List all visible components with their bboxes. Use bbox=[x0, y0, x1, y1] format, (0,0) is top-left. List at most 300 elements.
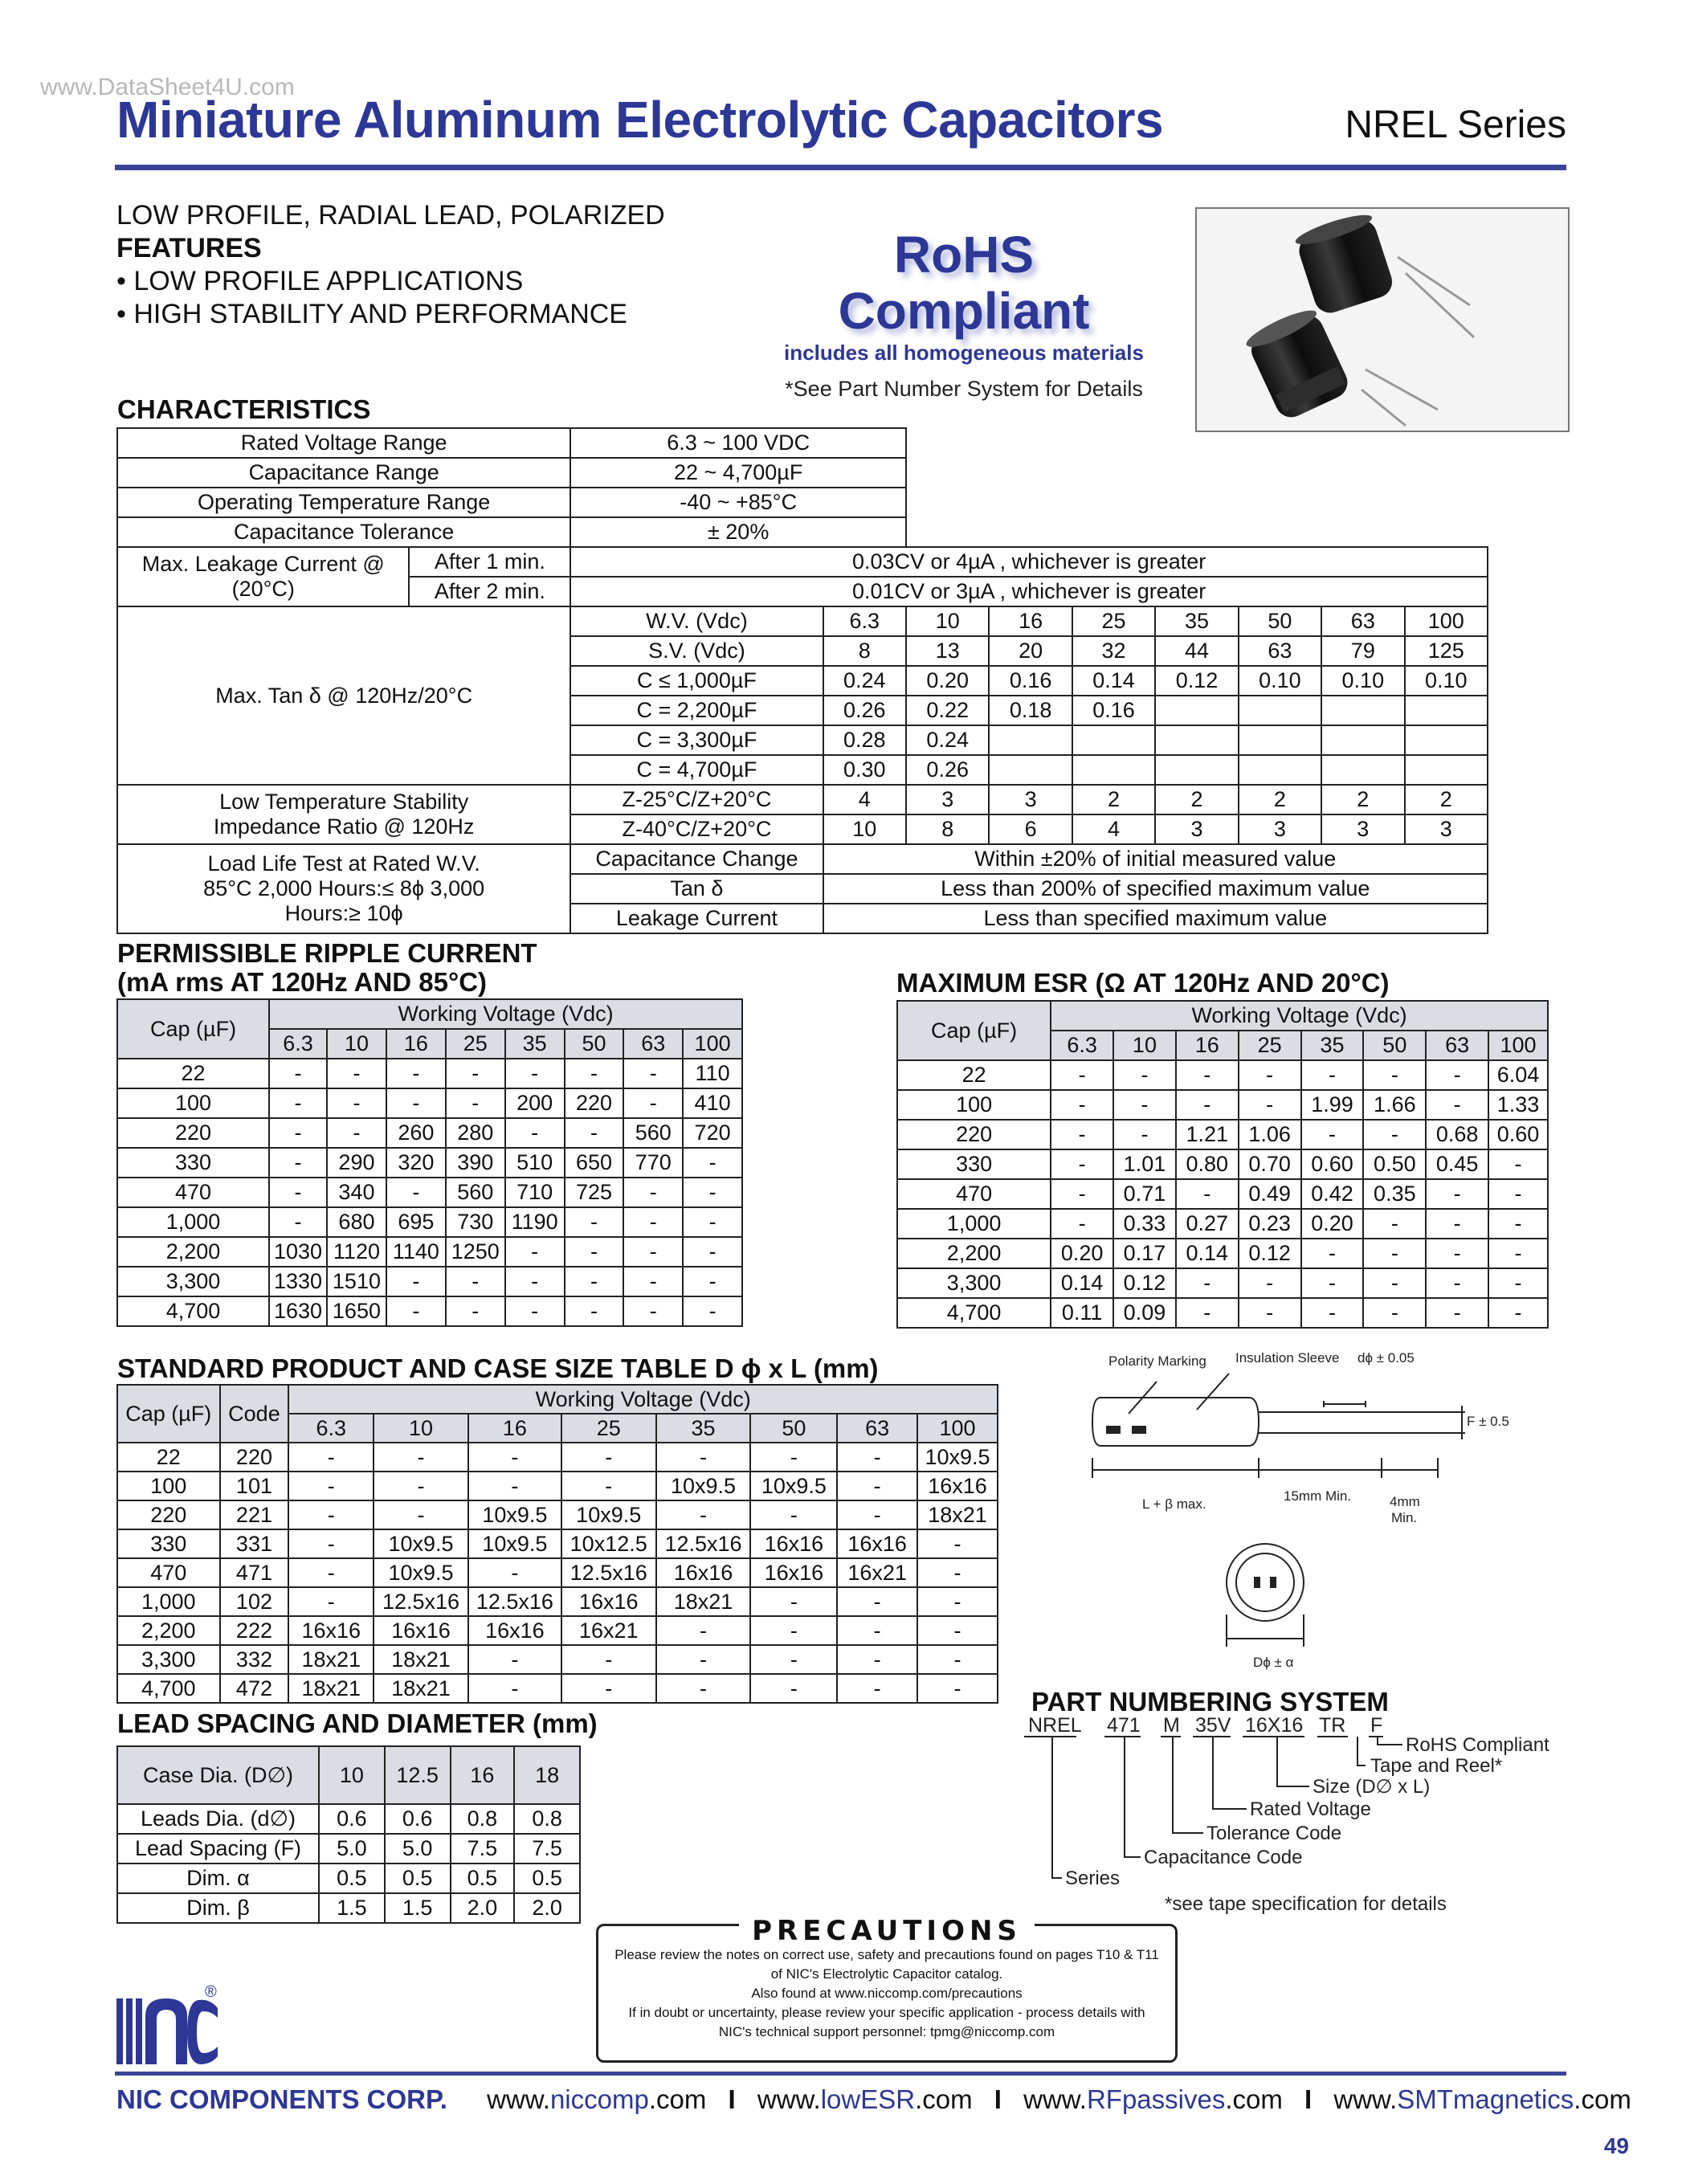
table-cell: 10x9.5 bbox=[374, 1529, 468, 1558]
table-cell: 1250 bbox=[446, 1237, 505, 1267]
table-cell: - bbox=[565, 1267, 624, 1296]
table-cell: 0.70 bbox=[1239, 1149, 1301, 1179]
table-cell: - bbox=[1176, 1060, 1239, 1090]
table-cell: 470 bbox=[117, 1178, 269, 1207]
table-cell: 1.33 bbox=[1488, 1090, 1548, 1120]
link-lowesr[interactable]: www.lowESR.com bbox=[757, 2084, 973, 2114]
table-cell: 0.14 bbox=[1072, 666, 1155, 696]
feature-item: • LOW PROFILE APPLICATIONS bbox=[116, 266, 524, 296]
table-cell: - bbox=[386, 1267, 446, 1296]
table-cell: 0.16 bbox=[1072, 696, 1155, 725]
table-cell: 0.23 bbox=[1239, 1209, 1301, 1239]
column-header: 50 bbox=[565, 1029, 624, 1059]
page-title: Miniature Aluminum Electrolytic Capacitors bbox=[116, 91, 1164, 149]
table-cell: 680 bbox=[327, 1207, 386, 1237]
table-cell: 12.5x16 bbox=[561, 1558, 656, 1587]
nic-logo bbox=[116, 1984, 221, 2064]
table-header-row bbox=[117, 1746, 580, 1804]
table-cell: 4 bbox=[1072, 814, 1155, 844]
table-cell: S.V. (Vdc) bbox=[570, 636, 823, 666]
table-cell: - bbox=[468, 1472, 561, 1500]
table-cell: 0.20 bbox=[906, 666, 989, 696]
table-row bbox=[117, 517, 1488, 547]
table-cell: Dim. α bbox=[117, 1864, 319, 1893]
table-cell: 340 bbox=[327, 1178, 386, 1207]
table-cell: 472 bbox=[220, 1674, 289, 1703]
table-cell: - bbox=[1051, 1120, 1113, 1149]
table-cell: - bbox=[327, 1059, 386, 1088]
table-cell: Capacitance Tolerance bbox=[117, 517, 570, 547]
table-cell: - bbox=[1239, 1298, 1301, 1328]
table-cell: 0.26 bbox=[906, 755, 989, 785]
rohs-title: RoHS bbox=[893, 226, 1035, 284]
table-cell: 560 bbox=[623, 1118, 683, 1148]
min-4mm-label: 4mm bbox=[1390, 1494, 1420, 1509]
column-header: 16 bbox=[468, 1414, 561, 1443]
table-cell: - bbox=[917, 1616, 998, 1645]
table-row bbox=[897, 1239, 1548, 1268]
table-cell: - bbox=[269, 1059, 327, 1088]
table-cell: - bbox=[1051, 1209, 1113, 1239]
table-cell bbox=[1239, 696, 1321, 725]
link-rfpassives[interactable]: www.RFpassives.com bbox=[1023, 2084, 1283, 2114]
table-cell: 3,300 bbox=[897, 1268, 1051, 1298]
table-cell: 0.80 bbox=[1176, 1149, 1239, 1179]
column-header: 18 bbox=[514, 1746, 580, 1804]
table-cell: 100 bbox=[117, 1472, 220, 1500]
table-cell: 16x16 bbox=[917, 1472, 998, 1500]
table-cell: - bbox=[1051, 1090, 1113, 1120]
table-cell: 2,200 bbox=[117, 1237, 269, 1267]
table-cell: - bbox=[1239, 1090, 1301, 1120]
table-cell: 290 bbox=[327, 1148, 386, 1178]
table-row bbox=[897, 1060, 1548, 1090]
table-cell: 18x21 bbox=[374, 1674, 468, 1703]
table-cell: - bbox=[750, 1587, 837, 1616]
table-cell: 510 bbox=[505, 1148, 565, 1178]
label-rohs: RoHS Compliant bbox=[1406, 1734, 1549, 1756]
column-header: 16 bbox=[451, 1746, 515, 1804]
column-header: Working Voltage (Vdc) bbox=[269, 999, 742, 1029]
table-cell: 0.09 bbox=[1113, 1298, 1176, 1328]
table-cell: 2,200 bbox=[117, 1616, 220, 1645]
precaution-line: of NIC's Electrolytic Capacitor catalog. bbox=[770, 1966, 1003, 1982]
esr-table bbox=[896, 1000, 1549, 1329]
table-cell: - bbox=[837, 1645, 917, 1674]
table-cell: 0.03CV or 4µA , whichever is greater bbox=[570, 547, 1488, 577]
table-cell: - bbox=[1176, 1090, 1239, 1120]
column-header: 35 bbox=[505, 1029, 565, 1059]
table-cell: 16x16 bbox=[750, 1529, 837, 1558]
table-cell: 12.5x16 bbox=[468, 1587, 561, 1616]
table-cell: 10x12.5 bbox=[561, 1529, 656, 1558]
table-row bbox=[117, 1645, 998, 1674]
precautions-title: PRECAUTIONS bbox=[739, 1921, 1035, 1941]
table-cell: - bbox=[386, 1178, 446, 1207]
table-cell bbox=[1321, 755, 1404, 785]
table-cell: 0.5 bbox=[385, 1864, 451, 1893]
table-cell: 63 bbox=[1321, 606, 1404, 636]
column-header: 63 bbox=[837, 1414, 917, 1443]
table-cell: 22 bbox=[117, 1059, 269, 1088]
table-cell: - bbox=[561, 1674, 656, 1703]
label-tolerance: Tolerance Code bbox=[1206, 1823, 1342, 1844]
table-cell: - bbox=[446, 1267, 505, 1296]
table-cell: 1,000 bbox=[897, 1209, 1051, 1239]
table-cell: 1.01 bbox=[1113, 1149, 1176, 1179]
table-cell: - bbox=[623, 1178, 683, 1207]
column-header: Cap (µF) bbox=[117, 999, 269, 1059]
table-cell: 16 bbox=[989, 606, 1072, 636]
characteristics-table bbox=[116, 427, 1488, 934]
table-cell: 1190 bbox=[505, 1207, 565, 1237]
table-cell: 101 bbox=[220, 1472, 289, 1500]
table-row bbox=[117, 488, 1488, 517]
pn-size: 16X16 bbox=[1245, 1714, 1304, 1737]
table-row bbox=[117, 1443, 998, 1472]
table-cell: 0.10 bbox=[1405, 666, 1488, 696]
table-cell: - bbox=[623, 1237, 683, 1267]
table-cell: - bbox=[683, 1178, 742, 1207]
table-cell: 222 bbox=[220, 1616, 289, 1645]
table-cell: 0.20 bbox=[1051, 1239, 1113, 1268]
table-cell: 470 bbox=[117, 1558, 220, 1587]
table-cell: 13 bbox=[906, 636, 989, 666]
table-cell: 16x16 bbox=[750, 1558, 837, 1587]
table-cell: - bbox=[1363, 1239, 1426, 1268]
table-cell: - bbox=[386, 1088, 446, 1118]
table-row bbox=[117, 1587, 998, 1616]
table-cell: 16x21 bbox=[837, 1558, 917, 1587]
table-cell: 3 bbox=[1239, 814, 1321, 844]
separator: I bbox=[728, 2084, 736, 2114]
table-cell: 0.60 bbox=[1301, 1149, 1364, 1179]
table-cell: 1510 bbox=[327, 1267, 386, 1296]
table-row bbox=[117, 1118, 742, 1148]
table-cell: 1330 bbox=[269, 1267, 327, 1296]
min-label: Min. bbox=[1391, 1510, 1418, 1525]
table-cell: C ≤ 1,000µF bbox=[570, 666, 823, 696]
table-cell: - bbox=[1176, 1268, 1239, 1298]
table-row bbox=[117, 1296, 742, 1326]
table-cell: 260 bbox=[386, 1118, 446, 1148]
table-cell: Leads Dia. (d∅) bbox=[117, 1804, 319, 1834]
table-row bbox=[117, 547, 1488, 577]
table-cell: 330 bbox=[117, 1529, 220, 1558]
table-cell bbox=[1072, 755, 1155, 785]
table-cell: - bbox=[288, 1500, 374, 1529]
table-cell: 110 bbox=[683, 1059, 742, 1088]
table-cell: 0.18 bbox=[989, 696, 1072, 725]
table-cell: 330 bbox=[897, 1149, 1051, 1179]
table-row bbox=[117, 1148, 742, 1178]
table-cell: 2.0 bbox=[514, 1893, 580, 1923]
table-cell: - bbox=[683, 1148, 742, 1178]
table-cell: 2 bbox=[1321, 785, 1404, 814]
lead-title: LEAD SPACING AND DIAMETER (mm) bbox=[117, 1708, 598, 1738]
table-cell: - bbox=[288, 1529, 374, 1558]
table-header-row bbox=[117, 999, 742, 1029]
table-cell: 16x16 bbox=[288, 1616, 374, 1645]
table-cell: - bbox=[288, 1558, 374, 1587]
column-header: 16 bbox=[1176, 1031, 1239, 1060]
table-cell: 2 bbox=[1239, 785, 1321, 814]
table-cell: C = 4,700µF bbox=[570, 755, 823, 785]
table-cell: 16x16 bbox=[561, 1587, 656, 1616]
table-cell bbox=[1155, 725, 1238, 755]
column-header: 12.5 bbox=[385, 1746, 451, 1804]
characteristics-title: CHARACTERISTICS bbox=[117, 394, 371, 424]
table-cell: - bbox=[1363, 1209, 1426, 1239]
table-cell: 8 bbox=[906, 814, 989, 844]
table-cell: 0.49 bbox=[1239, 1179, 1301, 1209]
table-cell: 0.35 bbox=[1363, 1179, 1426, 1209]
table-cell: Max. Leakage Current @ (20°C) bbox=[117, 547, 409, 606]
table-cell: 16x16 bbox=[837, 1529, 917, 1558]
table-cell: -40 ~ +85°C bbox=[570, 488, 906, 517]
table-cell: - bbox=[561, 1645, 656, 1674]
link-niccomp[interactable]: www.niccomp.com bbox=[487, 2084, 707, 2114]
table-cell: - bbox=[656, 1500, 751, 1529]
table-cell: - bbox=[565, 1237, 624, 1267]
table-row bbox=[897, 1268, 1548, 1298]
column-header: 63 bbox=[623, 1029, 683, 1059]
table-cell bbox=[989, 755, 1072, 785]
table-cell: 5.0 bbox=[385, 1834, 451, 1864]
table-cell: - bbox=[837, 1587, 917, 1616]
table-cell: 18x21 bbox=[288, 1674, 374, 1703]
table-cell: 2 bbox=[1155, 785, 1238, 814]
table-cell: 16x16 bbox=[656, 1558, 751, 1587]
table-cell: 1.5 bbox=[385, 1893, 451, 1923]
table-cell: 100 bbox=[117, 1088, 269, 1118]
table-cell: - bbox=[565, 1118, 624, 1148]
table-cell: - bbox=[1363, 1060, 1426, 1090]
table-cell: - bbox=[468, 1558, 561, 1587]
table-cell: - bbox=[837, 1500, 917, 1529]
table-cell: After 1 min. bbox=[409, 547, 570, 577]
table-cell: - bbox=[623, 1207, 683, 1237]
precaution-line: NIC's technical support personnel: tpmg@niccomp.com bbox=[718, 2024, 1055, 2039]
column-header: 10 bbox=[374, 1414, 468, 1443]
table-cell bbox=[906, 517, 1488, 547]
table-row bbox=[117, 844, 1488, 874]
table-cell: 0.5 bbox=[514, 1864, 580, 1893]
table-cell bbox=[1321, 696, 1404, 725]
table-cell bbox=[1155, 696, 1238, 725]
table-row bbox=[117, 1088, 742, 1118]
table-cell: - bbox=[683, 1296, 742, 1326]
table-cell: 16x16 bbox=[374, 1616, 468, 1645]
table-row bbox=[897, 1298, 1548, 1328]
table-cell: - bbox=[1426, 1298, 1488, 1328]
table-row bbox=[117, 1864, 580, 1893]
table-cell: - bbox=[1363, 1120, 1426, 1149]
column-header: 35 bbox=[1301, 1031, 1364, 1060]
table-cell: Dim. β bbox=[117, 1893, 319, 1923]
column-header: 25 bbox=[561, 1414, 656, 1443]
table-cell: 100 bbox=[897, 1090, 1051, 1120]
column-header: Cap (µF) bbox=[117, 1385, 220, 1443]
table-cell: 79 bbox=[1321, 636, 1404, 666]
table-cell: 7.5 bbox=[514, 1834, 580, 1864]
table-cell: 330 bbox=[117, 1148, 269, 1178]
table-cell: 0.17 bbox=[1113, 1239, 1176, 1268]
table-cell: 3 bbox=[1405, 814, 1488, 844]
table-cell: 1.21 bbox=[1176, 1120, 1239, 1149]
table-cell: 2 bbox=[1405, 785, 1488, 814]
table-cell: - bbox=[1301, 1268, 1364, 1298]
table-cell: 220 bbox=[220, 1443, 289, 1472]
table-cell: 200 bbox=[505, 1088, 565, 1118]
f-tol-label: F ± 0.5 bbox=[1467, 1414, 1509, 1429]
table-cell: - bbox=[917, 1674, 998, 1703]
table-cell: - bbox=[1239, 1268, 1301, 1298]
table-cell: 7.5 bbox=[451, 1834, 515, 1864]
precaution-line: Also found at www.niccomp.com/precautions bbox=[751, 1986, 1023, 2001]
table-cell: 0.71 bbox=[1113, 1179, 1176, 1209]
table-cell: - bbox=[269, 1088, 327, 1118]
precaution-line: If in doubt or uncertainty, please review your specific application - process details with bbox=[628, 2005, 1145, 2020]
table-cell: - bbox=[505, 1059, 565, 1088]
table-row bbox=[897, 1090, 1548, 1120]
table-cell: 0.50 bbox=[1363, 1149, 1426, 1179]
table-row bbox=[117, 1804, 580, 1834]
table-cell: 63 bbox=[1239, 636, 1321, 666]
table-cell: - bbox=[1488, 1298, 1548, 1328]
table-cell: 22 bbox=[897, 1060, 1051, 1090]
table-cell bbox=[1405, 725, 1488, 755]
pn-capacitance: 471 bbox=[1107, 1714, 1141, 1737]
table-cell: - bbox=[565, 1207, 624, 1237]
table-cell: 1.66 bbox=[1363, 1090, 1426, 1120]
table-cell: 1.5 bbox=[319, 1893, 385, 1923]
table-cell: 6.04 bbox=[1488, 1060, 1548, 1090]
column-header: 100 bbox=[917, 1414, 998, 1443]
table-cell: - bbox=[1426, 1090, 1488, 1120]
table-cell: 331 bbox=[220, 1529, 289, 1558]
table-cell: - bbox=[917, 1587, 998, 1616]
table-cell: 1630 bbox=[269, 1296, 327, 1326]
table-cell: 32 bbox=[1072, 636, 1155, 666]
table-cell: 18x21 bbox=[374, 1645, 468, 1674]
label-capacitance: Capacitance Code bbox=[1144, 1847, 1303, 1868]
table-row bbox=[117, 1529, 998, 1558]
table-cell: - bbox=[1426, 1179, 1488, 1209]
table-cell: - bbox=[1488, 1209, 1548, 1239]
table-cell: 0.20 bbox=[1301, 1209, 1364, 1239]
table-cell: - bbox=[656, 1443, 751, 1472]
table-cell: 3 bbox=[1155, 814, 1238, 844]
table-cell: C = 3,300µF bbox=[570, 725, 823, 755]
table-cell: 220 bbox=[897, 1120, 1051, 1149]
table-cell: 2 bbox=[1072, 785, 1155, 814]
table-cell: 4,700 bbox=[117, 1674, 220, 1703]
column-header: Case Dia. (D∅) bbox=[117, 1746, 319, 1804]
watermark: www.DataSheet4U.com bbox=[40, 74, 295, 100]
table-row bbox=[117, 1558, 998, 1587]
column-header: 6.3 bbox=[269, 1029, 327, 1059]
rohs-badge bbox=[771, 227, 1157, 402]
table-cell: 35 bbox=[1155, 606, 1238, 636]
table-row bbox=[117, 785, 1488, 814]
table-cell: 0.68 bbox=[1426, 1120, 1488, 1149]
part-numbering-title: PART NUMBERING SYSTEM bbox=[1031, 1687, 1389, 1717]
column-header: Cap (µF) bbox=[897, 1001, 1051, 1060]
table-cell: 12.5x16 bbox=[656, 1529, 751, 1558]
table-cell: 20 bbox=[989, 636, 1072, 666]
table-cell: - bbox=[1426, 1209, 1488, 1239]
table-cell: 220 bbox=[117, 1500, 220, 1529]
table-cell bbox=[906, 488, 1488, 517]
link-smtmagnetics[interactable]: www.SMTmagnetics.com bbox=[1333, 2084, 1631, 2114]
table-cell: 0.42 bbox=[1301, 1179, 1364, 1209]
table-row bbox=[897, 1209, 1548, 1239]
product-photo bbox=[1195, 207, 1570, 432]
table-cell: Low Temperature Stability Impedance Ratio @ 120Hz bbox=[117, 785, 570, 844]
capacitor-photo-icon bbox=[1197, 209, 1568, 431]
column-header: 100 bbox=[683, 1029, 742, 1059]
ripple-table bbox=[116, 998, 743, 1327]
column-header: 50 bbox=[1363, 1031, 1426, 1060]
table-cell: - bbox=[565, 1296, 624, 1326]
table-cell: 0.45 bbox=[1426, 1149, 1488, 1179]
table-cell: - bbox=[505, 1118, 565, 1148]
table-cell: 0.6 bbox=[385, 1804, 451, 1834]
table-row bbox=[897, 1120, 1548, 1149]
table-cell: Lead Spacing (F) bbox=[117, 1834, 319, 1864]
tape-note: *see tape specification for details bbox=[1165, 1893, 1447, 1915]
table-cell: 2,200 bbox=[897, 1239, 1051, 1268]
table-cell: 3 bbox=[906, 785, 989, 814]
table-cell: - bbox=[683, 1237, 742, 1267]
table-cell: - bbox=[1113, 1090, 1176, 1120]
table-cell: - bbox=[1176, 1298, 1239, 1328]
table-cell bbox=[906, 428, 1488, 458]
table-cell: - bbox=[837, 1616, 917, 1645]
column-header: 35 bbox=[656, 1414, 751, 1443]
precaution-line: Please review the notes on correct use, safety and precautions found on pages T10 & T11 bbox=[614, 1947, 1159, 1962]
table-cell bbox=[989, 725, 1072, 755]
table-cell: 1140 bbox=[386, 1237, 446, 1267]
dimension-diagram bbox=[1068, 1349, 1518, 1671]
table-cell: - bbox=[1426, 1239, 1488, 1268]
table-cell: 1.99 bbox=[1301, 1090, 1364, 1120]
label-voltage: Rated Voltage bbox=[1250, 1798, 1371, 1820]
table-cell: - bbox=[750, 1674, 837, 1703]
table-cell: - bbox=[1363, 1268, 1426, 1298]
table-cell: 695 bbox=[386, 1207, 446, 1237]
table-row bbox=[117, 1237, 742, 1267]
table-cell: 470 bbox=[897, 1179, 1051, 1209]
table-row bbox=[117, 1674, 998, 1703]
table-cell: Z-40°C/Z+20°C bbox=[570, 814, 823, 844]
column-header: 63 bbox=[1426, 1031, 1488, 1060]
table-cell: 25 bbox=[1072, 606, 1155, 636]
table-cell: - bbox=[1301, 1239, 1364, 1268]
table-cell bbox=[1072, 725, 1155, 755]
pn-rohs: F bbox=[1370, 1714, 1383, 1737]
separator: I bbox=[1304, 2084, 1313, 2114]
column-header: Code bbox=[220, 1385, 289, 1443]
rohs-subtitle: includes all homogeneous materials bbox=[784, 341, 1144, 365]
table-cell: - bbox=[561, 1443, 656, 1472]
table-cell: 0.11 bbox=[1051, 1298, 1113, 1328]
table-cell: 6.3 ~ 100 VDC bbox=[570, 428, 906, 458]
table-cell: 0.30 bbox=[823, 755, 906, 785]
table-cell: - bbox=[269, 1148, 327, 1178]
table-cell: 12.5x16 bbox=[374, 1587, 468, 1616]
